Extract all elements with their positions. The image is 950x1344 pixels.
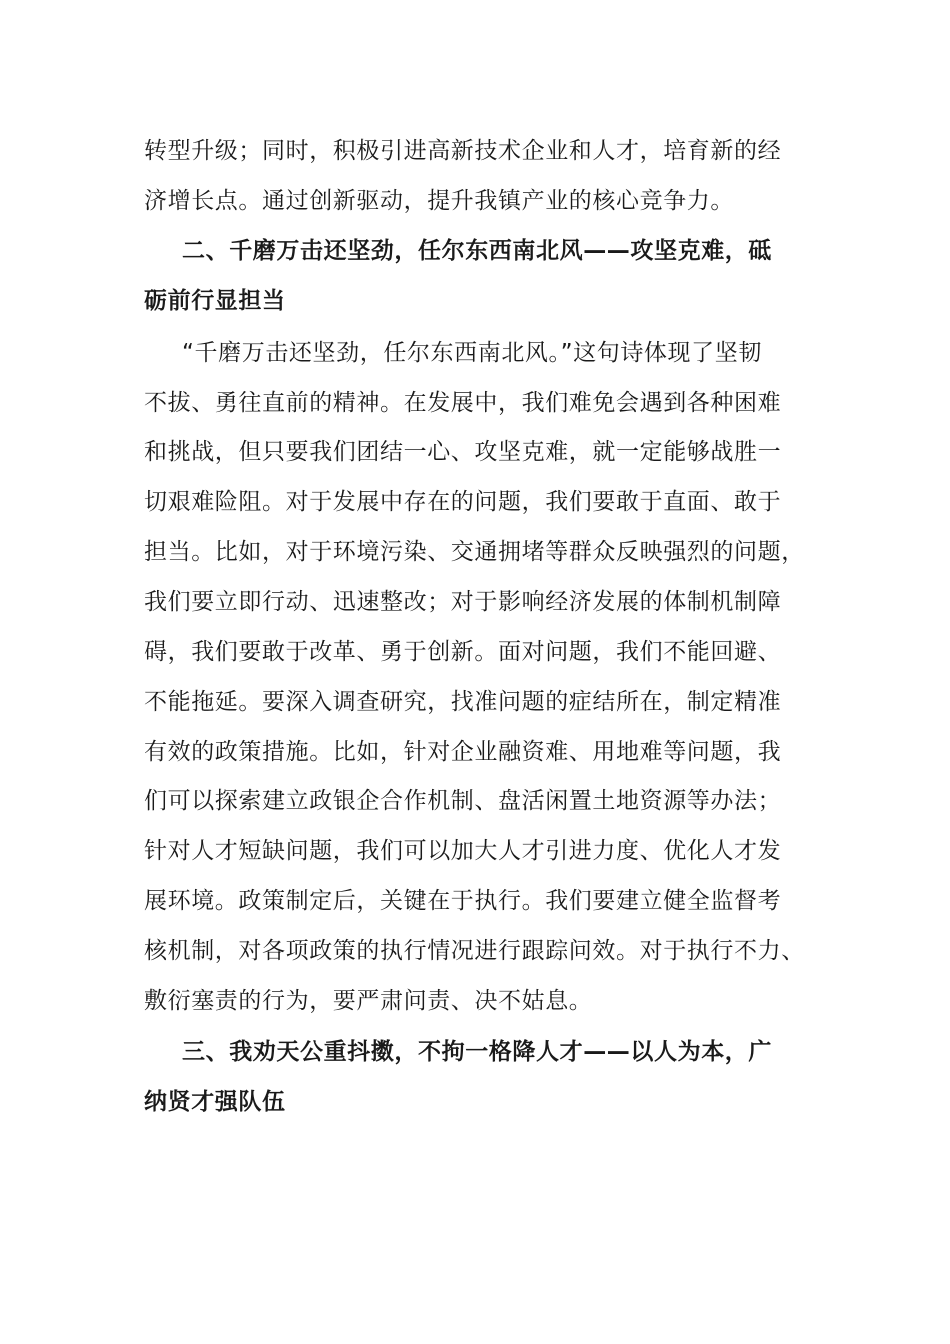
section-heading: 砺前行显担当 — [144, 288, 286, 314]
body-text-line: 核机制，对各项政策的执行情况进行跟踪问效。对于执行不力、 — [144, 938, 805, 964]
body-text-line: 我们要立即行动、迅速整改；对于影响经济发展的体制机制障 — [144, 589, 782, 615]
body-text-line: 转型升级；同时，积极引进高新技术企业和人才，培育新的经 — [144, 138, 782, 164]
body-text-line: 展环境。政策制定后，关键在于执行。我们要建立健全监督考 — [144, 888, 782, 914]
body-text-line: 不能拖延。要深入调查研究，找准问题的症结所在，制定精准 — [144, 689, 782, 715]
section-heading: 三、我劝天公重抖擞，不拘一格降人才——以人为本，广 — [182, 1039, 772, 1065]
body-text-line: 切艰难险阻。对于发展中存在的问题，我们要敢于直面、敢于 — [144, 489, 782, 515]
section-heading: 二、千磨万击还坚劲，任尔东西南北风——攻坚克难，砥 — [182, 238, 772, 264]
body-text-line: “千磨万击还坚劲，任尔东西南北风。”这句诗体现了坚韧 — [182, 340, 762, 366]
body-text-line: 针对人才短缺问题，我们可以加大人才引进力度、优化人才发 — [144, 838, 782, 864]
body-text-line: 敷衍塞责的行为，要严肃问责、决不姑息。 — [144, 988, 593, 1014]
body-text-line: 济增长点。通过创新驱动，提升我镇产业的核心竞争力。 — [144, 188, 734, 214]
body-text-line: 不拔、勇往直前的精神。在发展中，我们难免会遇到各种困难 — [144, 390, 782, 416]
body-text-line: 担当。比如，对于环境污染、交通拥堵等群众反映强烈的问题， — [144, 539, 805, 565]
section-heading: 纳贤才强队伍 — [144, 1089, 286, 1115]
body-text-line: 有效的政策措施。比如，针对企业融资难、用地难等问题，我 — [144, 739, 782, 765]
body-text-line: 和挑战，但只要我们团结一心、攻坚克难，就一定能够战胜一 — [144, 439, 782, 465]
body-text-line: 们可以探索建立政银企合作机制、盘活闲置土地资源等办法； — [144, 788, 782, 814]
body-text-line: 碍，我们要敢于改革、勇于创新。面对问题，我们不能回避、 — [144, 639, 782, 665]
